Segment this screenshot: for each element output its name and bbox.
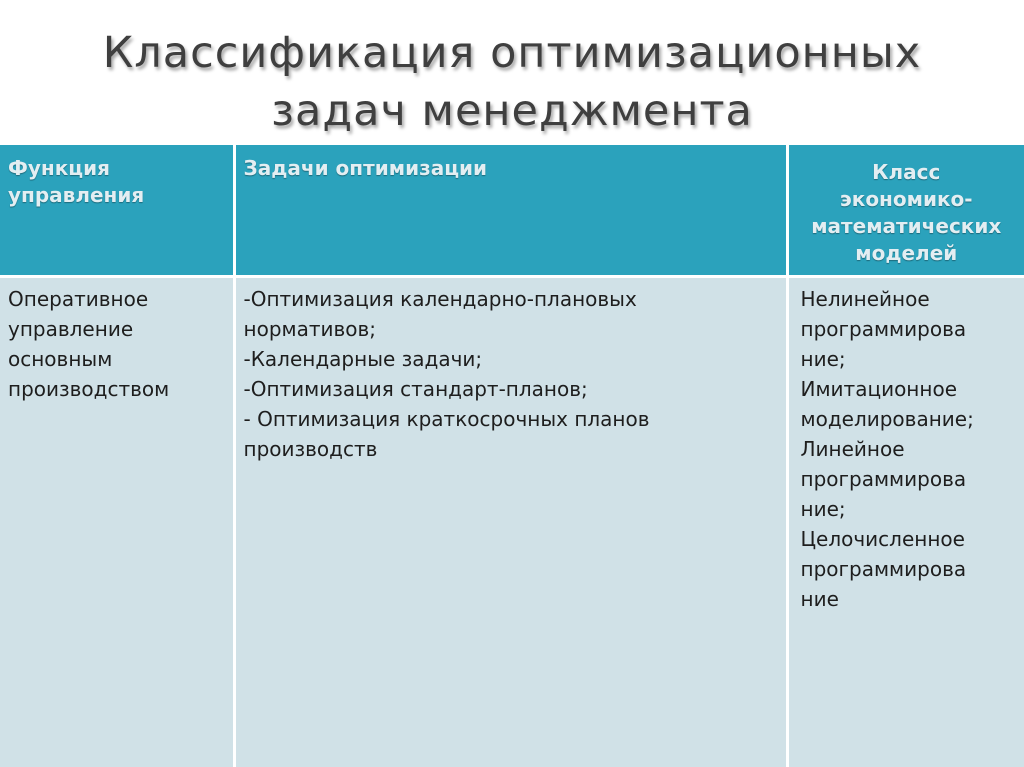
- table-header-row: [0, 145, 1024, 277]
- cell-line: программирова: [800, 557, 967, 581]
- header-model-class: [787, 145, 1024, 277]
- header-line: Класс: [872, 160, 941, 184]
- slide-title-line-2: задач менеджмента: [271, 86, 753, 136]
- cell-optimization-tasks: [234, 277, 787, 767]
- cell-line: Нелинейное: [800, 287, 930, 311]
- cell-management-function: [0, 277, 234, 767]
- cell-line: нормативов;: [243, 317, 377, 341]
- cell-line: управление: [8, 317, 134, 341]
- cell-line: Целочисленное: [800, 527, 965, 551]
- header-line: экономико-: [839, 187, 973, 211]
- header-optimization-tasks: [234, 145, 787, 277]
- cell-line: производств: [243, 437, 378, 461]
- cell-line: -Календарные задачи;: [243, 347, 483, 371]
- cell-line: моделирование;: [800, 407, 974, 431]
- cell-line: Оперативное: [8, 287, 149, 311]
- cell-line: производством: [8, 377, 170, 401]
- header-line: моделей: [855, 241, 958, 265]
- header-line: управления: [8, 183, 145, 207]
- cell-line: Линейное: [800, 437, 905, 461]
- cell-line: Имитационное: [800, 377, 957, 401]
- cell-line: ние;: [800, 497, 846, 521]
- cell-line: программирова: [800, 317, 967, 341]
- slide-title-line-1: Классификация оптимизационных: [102, 28, 922, 78]
- header-line: Функция: [8, 156, 110, 180]
- cell-line: -Оптимизация календарно-плановых: [243, 287, 637, 311]
- slide-title: [0, 24, 1024, 140]
- header-line: математических: [811, 214, 1002, 238]
- cell-model-class: [787, 277, 1024, 767]
- header-management-function: [0, 145, 234, 277]
- classification-table: [0, 145, 1024, 767]
- cell-line: - Оптимизация краткосрочных планов: [243, 407, 650, 431]
- header-line: Задачи оптимизации: [243, 156, 488, 180]
- cell-line: основным: [8, 347, 113, 371]
- cell-line: ние: [800, 587, 839, 611]
- cell-line: ние;: [800, 347, 846, 371]
- table-row: [0, 277, 1024, 767]
- cell-line: -Оптимизация стандарт-планов;: [243, 377, 588, 401]
- cell-line: программирова: [800, 467, 967, 491]
